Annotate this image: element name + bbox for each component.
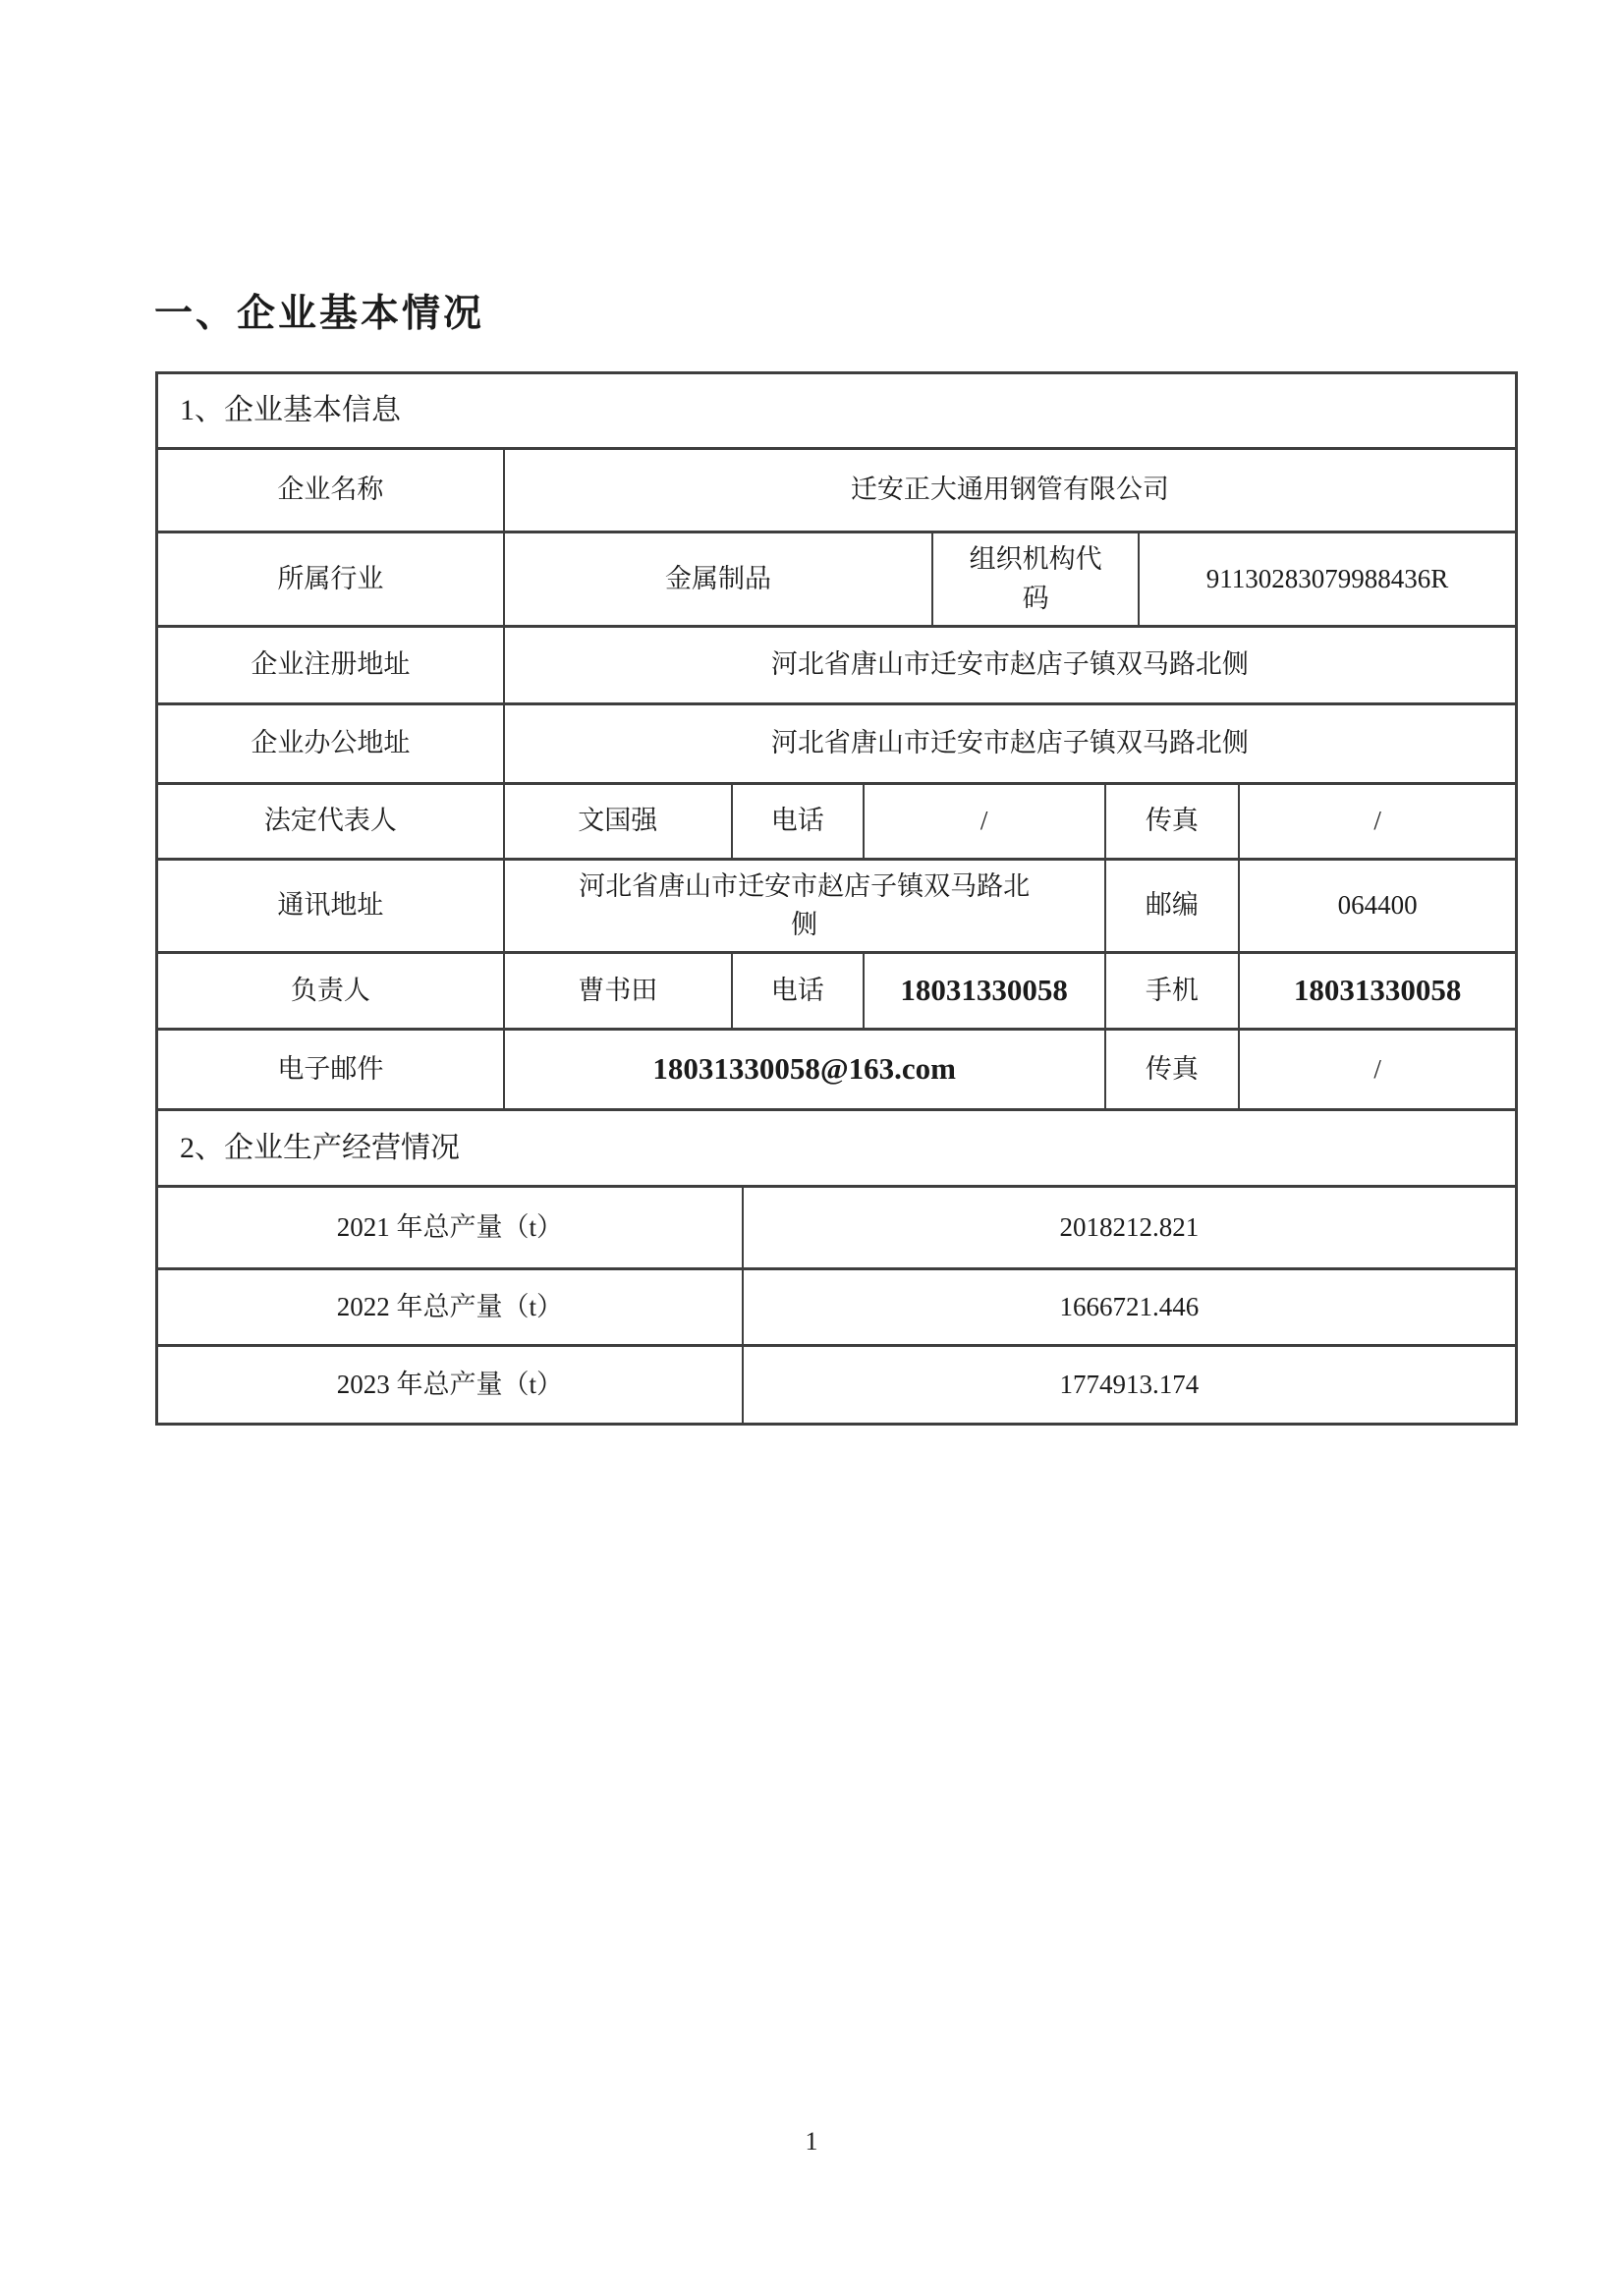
office-address-label: 企业办公地址 — [251, 728, 411, 758]
production-2021-value: 2018212.821 — [742, 1188, 1515, 1267]
mobile-label: 手机 — [1104, 954, 1239, 1028]
enterprise-info-table — [155, 371, 1518, 1426]
responsible-phone-label: 电话 — [731, 954, 863, 1028]
postal-code-label: 邮编 — [1104, 861, 1239, 951]
production-2023-value: 1774913.174 — [742, 1347, 1515, 1423]
legal-rep-phone-value: / — [863, 785, 1104, 858]
company-name-label: 企业名称 — [277, 475, 384, 505]
mobile-value: 18031330058 — [1238, 954, 1515, 1028]
industry-label: 所属行业 — [277, 563, 384, 593]
legal-representative-label: 法定代表人 — [263, 806, 397, 836]
production-2023-label: 2023 年总产量（t） — [336, 1369, 564, 1399]
section2-header: 2、企业生产经营情况 — [180, 1131, 460, 1164]
responsible-person-row — [158, 951, 1515, 1028]
company-name-value: 迁安正大通用钢管有限公司 — [503, 450, 1515, 531]
production-row-2021 — [158, 1185, 1515, 1267]
org-code-value: 91130283079988436R — [1138, 533, 1515, 625]
legal-rep-fax-label: 传真 — [1104, 785, 1239, 858]
registered-address-value: 河北省唐山市迁安市赵店子镇双马路北侧 — [503, 628, 1515, 702]
office-address-row — [158, 702, 1515, 782]
email-fax-value: / — [1238, 1031, 1515, 1108]
section1-header: 1、企业基本信息 — [180, 394, 401, 427]
office-address-value: 河北省唐山市迁安市赵店子镇双马路北侧 — [503, 705, 1515, 782]
responsible-person-value: 曹书田 — [503, 954, 731, 1028]
responsible-phone-value: 18031330058 — [863, 954, 1104, 1028]
postal-code-value: 064400 — [1238, 861, 1515, 951]
section2-header-row — [158, 1108, 1515, 1185]
org-code-label-text: 组织机构代码 — [969, 544, 1102, 613]
email-fax-label: 传真 — [1104, 1031, 1239, 1108]
production-row-2022 — [158, 1267, 1515, 1344]
responsible-person-label: 负责人 — [290, 975, 370, 1005]
production-2022-label: 2022 年总产量（t） — [336, 1291, 564, 1321]
production-2021-label: 2021 年总产量（t） — [336, 1211, 564, 1242]
page-number: 1 — [805, 2127, 818, 2156]
mailing-address-value — [503, 861, 1104, 951]
registered-address-label: 企业注册地址 — [251, 649, 411, 680]
mailing-address-label: 通讯地址 — [277, 890, 384, 921]
company-name-row — [158, 447, 1515, 531]
org-code-label — [931, 533, 1138, 625]
industry-row — [158, 531, 1515, 625]
mailing-address-row — [158, 858, 1515, 951]
legal-representative-value: 文国强 — [503, 785, 731, 858]
legal-rep-phone-label: 电话 — [731, 785, 863, 858]
registered-address-row — [158, 625, 1515, 702]
section1-header-row — [158, 374, 1515, 447]
mailing-address-text: 河北省唐山市迁安市赵店子镇双马路北侧 — [579, 870, 1031, 939]
email-value: 18031330058@163.com — [503, 1031, 1104, 1108]
email-label: 电子邮件 — [277, 1053, 384, 1084]
page-title: 一、企业基本情况 — [154, 293, 485, 335]
legal-rep-fax-value: / — [1238, 785, 1515, 858]
production-2022-value: 1666721.446 — [742, 1270, 1515, 1344]
industry-value: 金属制品 — [503, 533, 931, 625]
production-row-2023 — [158, 1344, 1515, 1423]
email-row — [158, 1028, 1515, 1108]
legal-representative-row — [158, 782, 1515, 858]
